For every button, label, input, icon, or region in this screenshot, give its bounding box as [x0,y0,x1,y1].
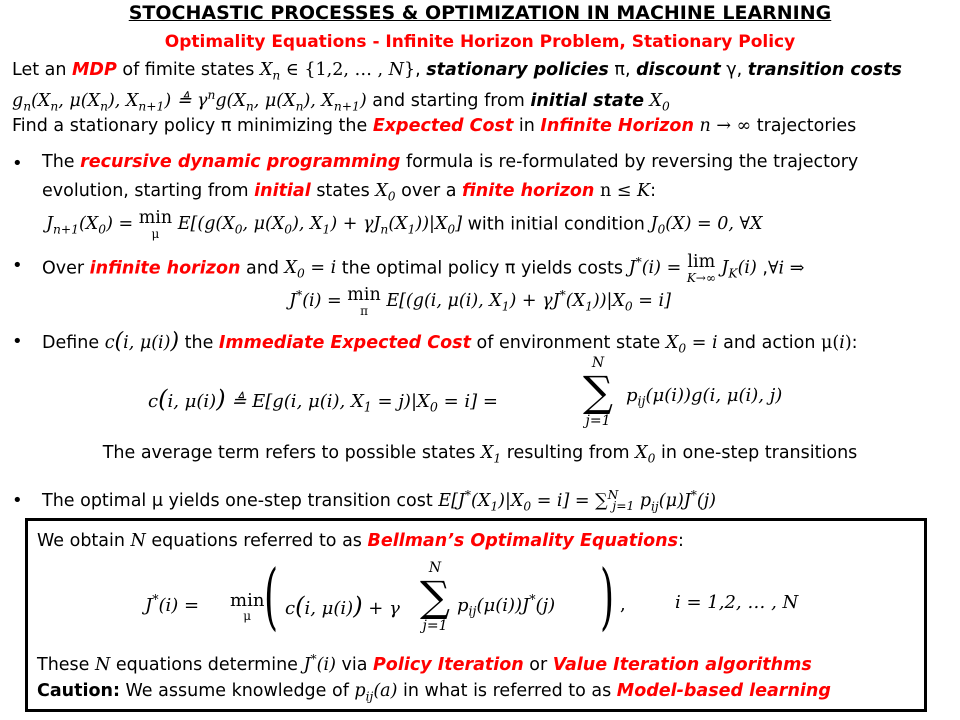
slide-title: STOCHASTIC PROCESSES & OPTIMIZATION IN MACHINE LEARNING [128,2,832,24]
bullet-dot: • [12,490,23,511]
bullet-dot: • [12,255,23,276]
box-line-4: Caution: We assume knowledge of $p_{ij}(a)$ in what is referred to as Model-based learning [37,681,831,704]
intro-line-1: Let an MDP of fimite states $X_n$ ∈ {1,2, … , N}, stationary policies π, discount γ, transition costs [12,60,902,83]
bullet-2-line-1: Over infinite horizon and $X_0 = i$ the optimal policy π yields costs J*(i) = lim K→∞ $J_K(i)$ ,∀i ⇒ [42,252,805,285]
bullet-dot: • [12,331,23,352]
intro-line-3: Find a stationary policy π minimizing the Expected Cost in Infinite Horizon n → ∞ trajectories [12,116,857,136]
bullet-4-line-1: The optimal μ yields one-step transition cost $E[J^*(X_1)|X_0 = i] = \sum^N_{j=1}$ $p_{ij}(\mu)J^*(j)$ [42,488,716,514]
bullet-1-line-1: The recursive dynamic programming formula is re-formulated by reversing the trajectory [42,152,859,172]
box-line-3: These N equations determine J*(i) via Policy Iteration or Value Iteration algorithms [37,652,812,675]
bullet-2-equation: J*(i) = min π E[(g(i, μ(i), $X_1) + \gamma J^*(X_1))|X_0 = i$] [289,285,671,318]
bullet-1-line-2: evolution, starting from initial states $X_0$ over a finite horizon n ≤ K: [42,181,656,204]
index-range: i = 1,2, … , N [675,592,799,613]
bellman-equation: J*(i) = min μ ( c(i, μ(i)) + γ N ∑ j=1 $p_{ij}(\mu(i))J^*(j)$ ) , i = 1,2, … , N [145,554,799,638]
slide-subtitle: Optimality Equations - Infinite Horizon Problem, Stationary Policy [164,32,796,52]
intro-line-2: $g_n(X_n$, $\mu(X_n)$, $X_{n+1}$) ≜ $\gamma^ng(X_n$, $\mu(X_n)$, $X_{n+1}$) and starting from initial state $X_0$ [12,88,670,114]
bullet-1-equation: $J_{n+1}(X_0)$ = min μ $E[(g(X_0$, $\mu(X_0)$, $X_1) + \gamma J_n(X_1))|X_0$] with initial condition $J_0(X) = 0$, ∀X [46,208,763,241]
immediate-cost-equation: c(i, μ(i)) ≜ E[g(i, μ(i), $X_1 = j)|X_0 = i$] = N ∑ j=1 $p_{ij}(\mu(i))g(i$, μ(i), j) [148,355,783,429]
box-line-1: We obtain N equations referred to as Bellman’s Optimality Equations: [37,531,684,551]
bullet-3-line-1: Define c(i, μ(i)) the Immediate Expected Cost of environment state $X_0 = i$ and action μ(i): [42,329,858,356]
average-term-note: The average term refers to possible states $X_1$ resulting from $X_0$ in one-step transitions [102,443,858,466]
bullet-dot: • [12,153,23,174]
